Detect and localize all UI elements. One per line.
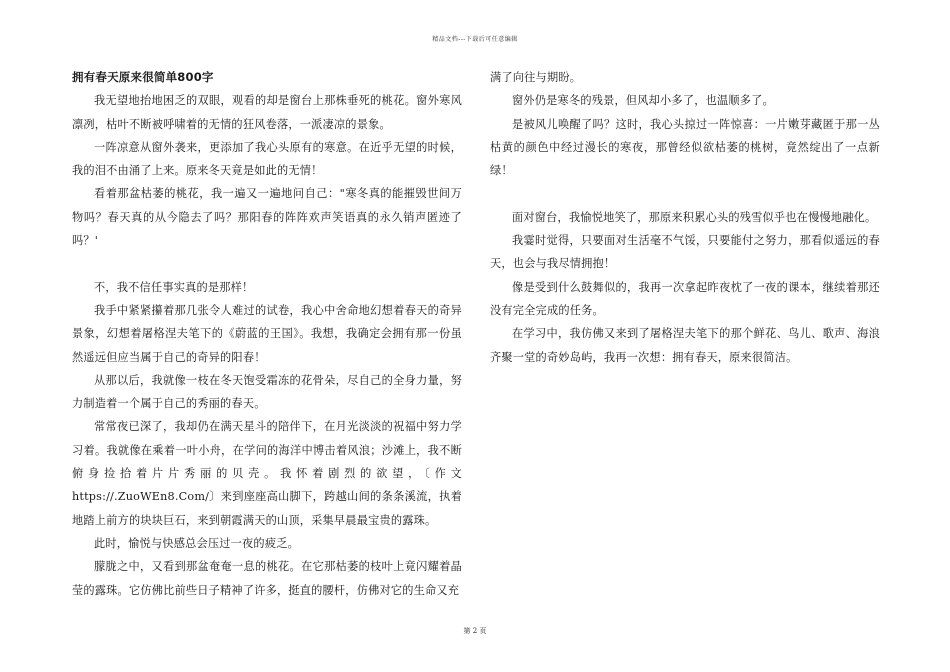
right-column	[490, 66, 880, 369]
paragraph: 在学习中，我仿佛又来到了屠格涅夫笔下的那个鲜花、鸟儿、歌声、海浪齐聚一堂的奇妙岛屿，我再一次想：拥有春天，原来很简洁。	[490, 327, 880, 364]
page-number: 第 2 页	[463, 627, 487, 635]
paragraph: 朦胧之中，又看到那盆奄奄一息的桃花。在它那枯萎的枝叶上竟闪耀着晶莹的露珠。它仿佛比前些日子精神了许多，挺直的腰杆，仿佛对它的生命又充	[72, 560, 462, 597]
paragraph: 我手中紧紧攥着那几张令人难过的试卷，我心中舍命地幻想着春天的奇异景象，幻想着屠格涅夫笔下的《蔚蓝的王国》。我想，我确定会拥有那一份虽然遥远但应当属于自己的奇异的阳春！	[72, 303, 462, 364]
paragraph: 看着那盆枯萎的桃花，我一遍又一遍地问自己："寒冬真的能摧毁世间万物吗？春天真的从今隐去了吗？那阳春的阵阵欢声笑语真的永久销声匿迹了吗？'	[72, 187, 462, 248]
blank-line	[72, 252, 462, 275]
paragraph: 是被风儿唤醒了吗？这时，我心头掠过一阵惊喜：一片嫩芽藏匿于那一丛枯黄的颜色中经过漫长的寒夜，那曾经似欲枯萎的桃树，竟然绽出了一点新绿！	[490, 117, 880, 178]
paragraph: 常常夜已深了，我却仍在满天星斗的陪伴下，在月光淡淡的祝福中努力学习着。我就像在乘着一叶小舟，在学问的海洋中博击着风浪；沙滩上，我不断俯身捡拾着片片秀丽的贝壳。我怀着剧烈的欲望，〔作文https://.ZuoWEn8.Com/〕来到座座高山脚下，跨越山间的条条溪流，执着地踏上前方的块块巨石，来到朝霞满天的山顶，采集早晨最宝贵的露珠。	[72, 420, 462, 527]
paragraph: 一阵凉意从窗外袭来，更添加了我心头原有的寒意。在近乎无望的时候，我的泪不由涌了上来。原来冬天竟是如此的无情！	[72, 140, 462, 178]
paragraph: 面对窗台，我愉悦地笑了，那原来积累心头的残雪似乎也在慢慢地融化。	[512, 210, 877, 224]
paragraph: 像是受到什么鼓舞似的，我再一次拿起昨夜枕了一夜的课本，继续着那还没有完全完成的任务。	[490, 280, 880, 317]
paragraph: 我无望地抬地困乏的双眼，观看的却是窗台上那株垂死的桃花。窗外寒风凛冽，枯叶不断被呼啸着的无情的狂风卷落，一派凄凉的景象。	[72, 94, 462, 131]
document-title: 拥有春天原来很简单800字	[72, 70, 214, 84]
paragraph: 此时，愉悦与快感总会压过一夜的疲乏。	[94, 536, 299, 550]
paragraph: 窗外仍是寒冬的残景，但风却小多了，也温顺多了。	[512, 94, 774, 108]
paragraph: 从那以后，我就像一枝在冬天饱受霜冻的花骨朵，尽自己的全身力量，努力制造着一个属于自己的秀丽的春天。	[72, 373, 462, 411]
page-header: 精品文档---下载后可任意编辑	[432, 36, 518, 43]
paragraph: 我霎时觉得，只要面对生活毫不气馁，只要能付之努力，那看似遥远的春天，也会与我尽情拥抱！	[490, 234, 880, 271]
blank-line	[490, 182, 880, 205]
paragraph-continued: 满了向往与期盼。	[490, 71, 582, 84]
paragraph: 不，我不信任事实真的是那样！	[94, 280, 254, 294]
left-column	[72, 66, 462, 602]
